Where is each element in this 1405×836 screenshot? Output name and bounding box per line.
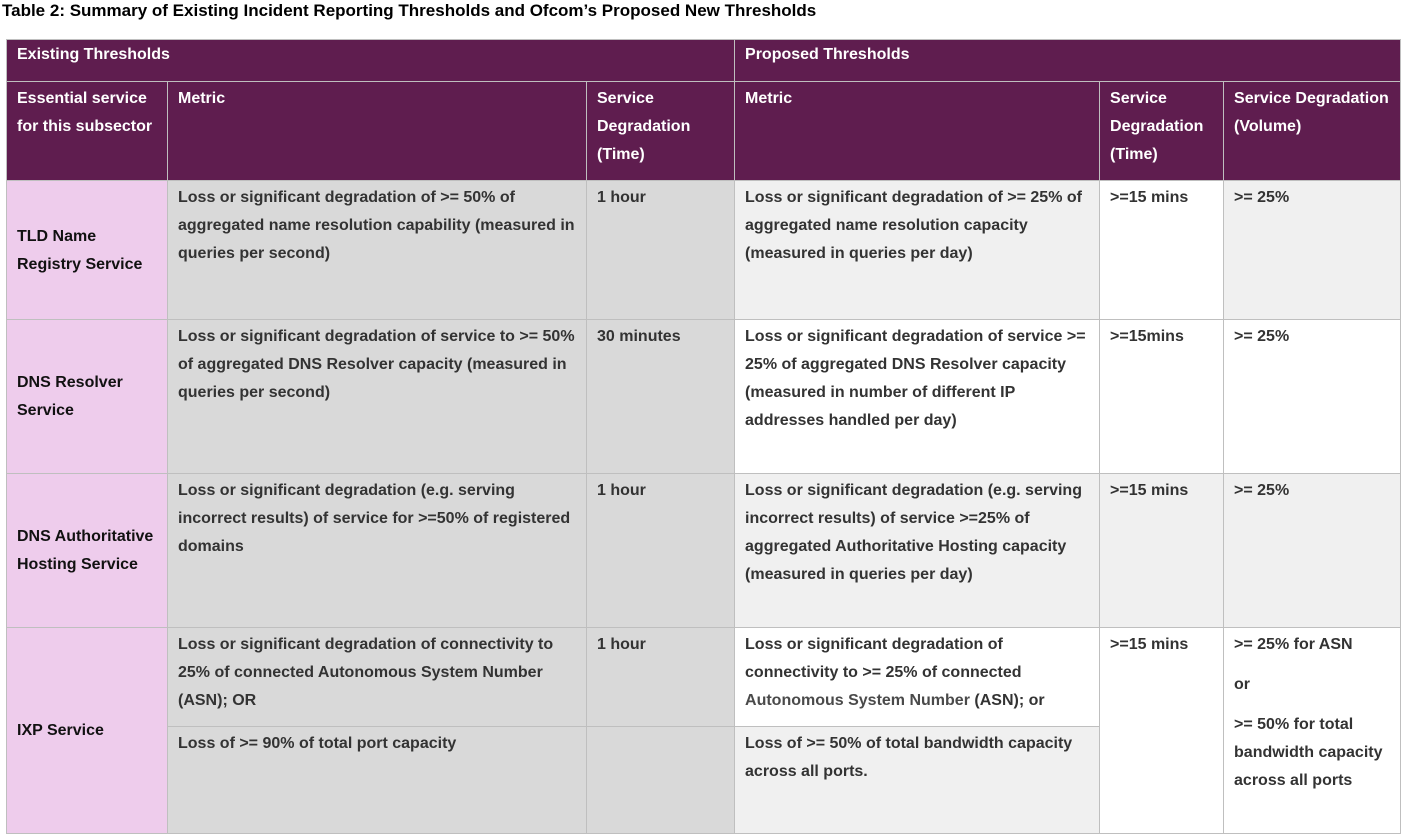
proposed-time-cell: >=15mins [1100,320,1224,474]
thresholds-table [6,39,1401,834]
proposed-metric-text: (ASN); or [974,692,1045,709]
service-cell: TLD Name Registry Service [7,181,168,320]
existing-time-header: Service Degradation (Time) [587,82,735,181]
proposed-metric-cell [735,628,1100,727]
proposed-metric-cell: Loss or significant degradation of >= 25% of aggregated name resolution capacity (measured in queries per day) [735,181,1100,320]
volume-bandwidth-text: >= 50% for total bandwidth capacity across all ports [1234,716,1383,789]
column-header-row [7,82,1401,181]
existing-metric-cell: Loss or significant degradation (e.g. serving incorrect results) of service for >=50% of registered domains [168,474,587,628]
proposed-volume-cell: >= 25% [1224,181,1401,320]
service-cell: DNS Authoritative Hosting Service [7,474,168,628]
proposed-volume-header: Service Degradation (Volume) [1224,82,1401,181]
existing-time-cell: 1 hour [587,628,735,727]
existing-time-cell: 30 minutes [587,320,735,474]
proposed-time-header: Service Degradation (Time) [1100,82,1224,181]
proposed-metric-line: (measured in number of different IP addresses handled per day) [745,384,1015,429]
table-row [7,628,1401,727]
proposed-time-cell: >=15 mins [1100,474,1224,628]
proposed-time-cell: >=15 mins [1100,628,1224,834]
existing-metric-cell: Loss or significant degradation of connectivity to 25% of connected Autonomous System Number (ASN); OR [168,628,587,727]
proposed-metric-cell [735,320,1100,474]
proposed-volume-cell [1224,628,1401,834]
proposed-metric-cell: Loss or significant degradation (e.g. serving incorrect results) of service >=25% of aggregated Authoritative Hosting capacity (measured in queries per day) [735,474,1100,628]
existing-metric-cell: Loss or significant degradation of service to >= 50% of aggregated DNS Resolver capacity (measured in queries per second) [168,320,587,474]
proposed-volume-cell: >= 25% [1224,320,1401,474]
service-cell: DNS Resolver Service [7,320,168,474]
existing-time-cell: 1 hour [587,181,735,320]
group-header-row [7,40,1401,82]
volume-asn-text: >= 25% for ASN [1234,636,1353,653]
proposed-metric-header: Metric [735,82,1100,181]
existing-metric-header: Metric [168,82,587,181]
proposed-time-cell: >=15 mins [1100,181,1224,320]
existing-metric-cell: Loss of >= 90% of total port capacity [168,727,587,834]
service-cell: IXP Service [7,628,168,834]
table-row [7,474,1401,628]
existing-time-cell: 1 hour [587,474,735,628]
existing-thresholds-header: Existing Thresholds [7,40,735,82]
table-row [7,320,1401,474]
proposed-metric-line: Loss or significant degradation of service >= 25% of aggregated DNS Resolver capacity [745,328,1086,373]
proposed-volume-cell: >= 25% [1224,474,1401,628]
essential-service-header: Essential service for this subsector [7,82,168,181]
table-row [7,181,1401,320]
existing-time-cell [587,727,735,834]
proposed-metric-cell: Loss of >= 50% of total bandwidth capacity across all ports. [735,727,1100,834]
table-caption: Table 2: Summary of Existing Incident Reporting Thresholds and Ofcom’s Proposed New Thresholds [2,1,817,20]
existing-metric-cell: Loss or significant degradation of >= 50% of aggregated name resolution capability (measured in queries per second) [168,181,587,320]
asn-term-text: Autonomous System Number [745,692,970,709]
proposed-thresholds-header: Proposed Thresholds [735,40,1401,82]
volume-or-text: or [1234,676,1251,693]
proposed-metric-text: Loss or significant degradation of connectivity to >= 25% of connected [745,636,1022,681]
